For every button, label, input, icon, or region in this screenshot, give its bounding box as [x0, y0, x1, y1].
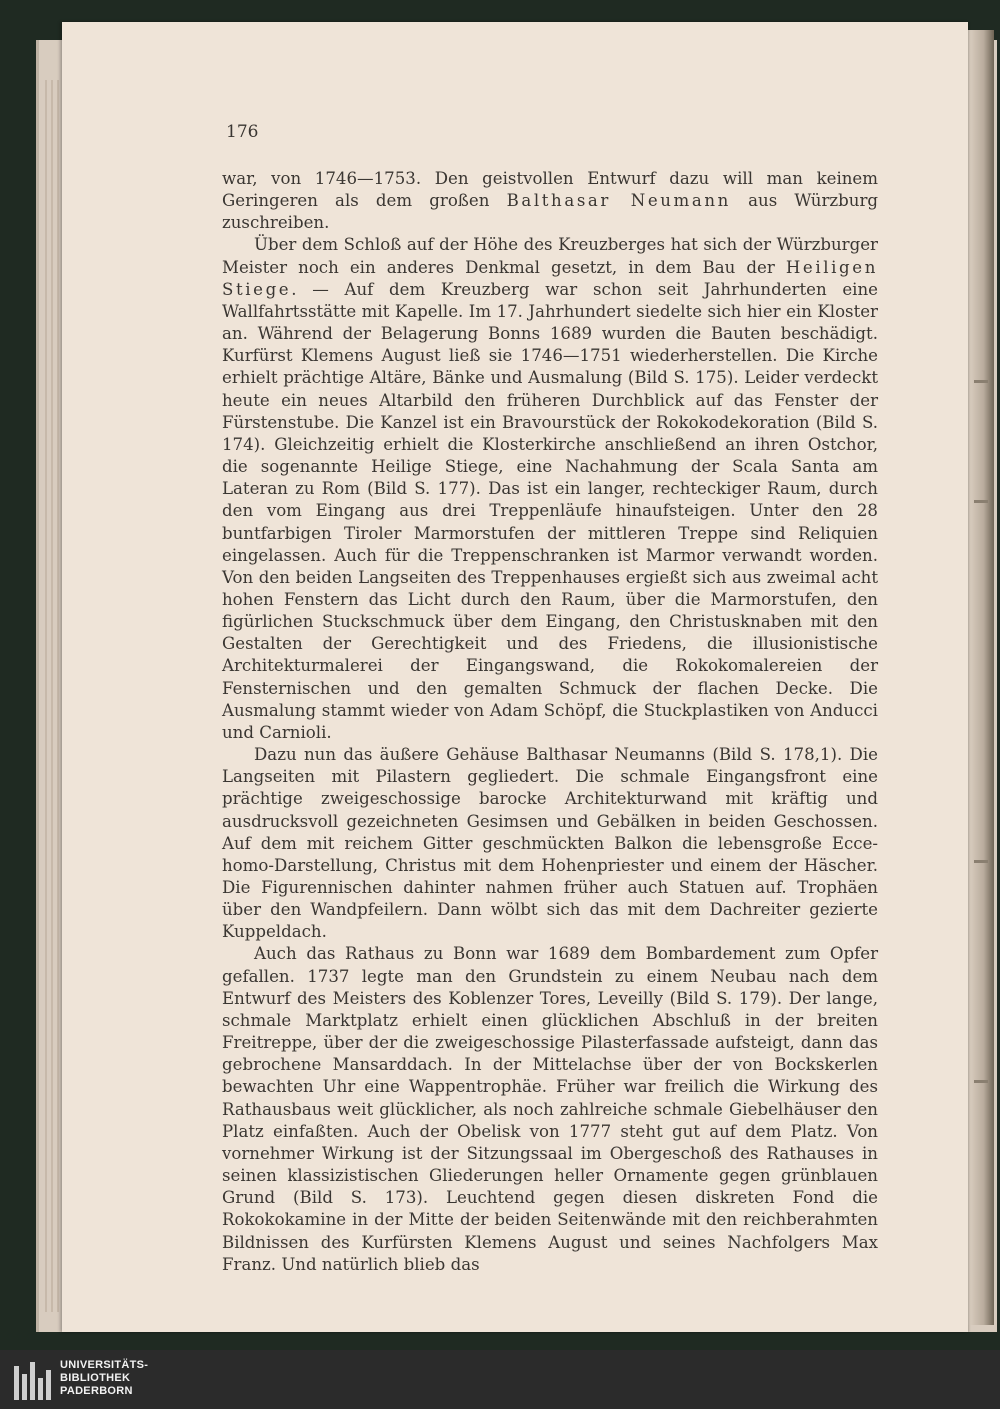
- paragraph: [222, 168, 878, 234]
- library-logo-icon: [14, 1360, 54, 1400]
- page-edge-line: [57, 80, 59, 1312]
- binding-thread: [974, 1080, 988, 1083]
- paragraph-text: . — Auf dem Kreuzberg war schon seit Jahrhunderten eine Wallfahrtsstätte mit Kapelle. Im 17. Jahrhundert siedelte sich hier ein Kloster an. Während der Belagerung Bonns 1689 wurden die Bauten beschädigt. Kurfürst Klemens August ließ sie 1746—1751 wiederherstellen. Die Kirche erhielt prächtige Altäre, Bänke und Ausmalung (Bild S. 175). Leider verdeckt heute ein neues Altarbild den früheren Durchblick auf das Fenster der Fürstenstube. Die Kanzel ist ein Bravourstück der Rokokodekoration (Bild S. 174). Gleichzeitig erhielt die Klosterkirche anschließend an ihren Ostchor, die sogenannte Heilige Stiege, eine Nachahmung der Scala Santa am Lateran zu Rom (Bild S. 177). Das ist ein langer, rechteckiger Raum, durch den vom Eingang aus drei Treppenläufe hinaufsteigen. Unter den 28 buntfarbigen Tiroler Marmorstufen der mittleren Treppe sind Reliquien eingelassen. Auch für die Treppenschranken ist Marmor verwandt worden. Von den beiden Langseiten des Treppenhauses ergießt sich aus zweimal acht hohen Fenstern das Licht durch den Raum, über die Marmorstufen, den figürlichen Stuckschmuck über dem Eingang, den Christusknaben mit den Gestalten der Gerechtigkeit und des Friedens, die illusionistische Architekturmalerei der Eingangswand, die Rokokomalereien der Fensternischen und den gemalten Schmuck der flachen Decke. Die Ausmalung stammt wieder von Adam Schöpf, die Stuckplastiken von Anducci und Carnioli.: [222, 279, 878, 742]
- binding-thread: [974, 860, 988, 863]
- library-footer: [0, 1350, 1000, 1409]
- page-edge-line: [45, 80, 47, 1312]
- paragraph: [222, 943, 878, 1275]
- spaced-name: Heiligen Stiege: [222, 257, 878, 299]
- paragraph-text: Über dem Schloß auf der Höhe des Kreuzberges hat sich der Würzburger Meister noch ein anderes Denkmal gesetzt, in dem Bau der: [222, 235, 878, 277]
- book-fore-edge: [968, 30, 994, 1325]
- body-text: [222, 168, 878, 1276]
- library-logo-text: [60, 1359, 148, 1398]
- logo-line: UNIVERSITÄTS-: [60, 1359, 149, 1371]
- paragraph: [222, 234, 878, 744]
- paragraph-text: Dazu nun das äußere Gehäuse Balthasar Neumanns (Bild S. 178,1). Die Langseiten mit Pilastern gegliedert. Die schmale Eingangsfront eine prächtige zweigeschossige barocke Architekturwand mit kräftig und ausdrucksvoll gezeichneten Gesimsen und Gebälken in beiden Geschossen. Auf dem mit reichem Gitter geschmückten Balkon die lebensgroße Ecce-homo-Darstellung, Christus mit dem Hohenpriester und einem der Häscher. Die Figurennischen dahinter nahmen früher auch Statuen auf. Trophäen über den Wandpfeilern. Dann wölbt sich das mit dem Dachreiter gezierte Kuppeldach.: [222, 745, 878, 942]
- logo-line: PADERBORN: [60, 1385, 133, 1397]
- spaced-name: Balthasar Neumann: [506, 191, 731, 211]
- binding-thread: [974, 380, 988, 383]
- paragraph-text: war, von 1746—1753. Den geistvollen Entwurf dazu will man keinem Geringeren als dem großen: [222, 169, 878, 211]
- page-number: 176: [226, 122, 259, 142]
- paragraph: [222, 744, 878, 943]
- paragraph-text: Auch das Rathaus zu Bonn war 1689 dem Bombardement zum Opfer gefallen. 1737 legte man den Grundstein zu einem Neubau nach dem Entwurf des Meisters des Koblenzer Tores, Leveilly (Bild S. 179). Der lange, schmale Marktplatz erhielt einen glücklichen Abschluß in der breiten Freitreppe, über der die zweigeschossige Pilasterfassade aufsteigt, dann das gebrochene Mansarddach. In der Mittelachse über der von Bockskerlen bewachten Uhr eine Wappentrophäe. Früher war freilich die Wirkung des Rathausbaus weit glücklicher, als noch zahlreiche schmale Giebelhäuser den Platz einfaßten. Auch der Obelisk von 1777 steht gut auf dem Platz. Von vornehmer Wirkung ist der Sitzungssaal im Obergeschoß des Rathauses in seinen klassizistischen Gliederungen heller Ornamente gegen grünblauen Grund (Bild S. 173). Leuchtend gegen diesen diskreten Fond die Rokokokamine in der Mitte der beiden Seitenwände mit den reichberahmten Bildnissen des Kurfürsten Klemens August und seines Nachfolgers Max Franz. Und natürlich blieb das: [222, 944, 878, 1274]
- binding-thread: [974, 500, 988, 503]
- paragraph-text: aus Würzburg zuschreiben.: [222, 191, 878, 233]
- page-edge-line: [51, 80, 53, 1312]
- logo-line: BIBLIOTHEK: [60, 1372, 131, 1384]
